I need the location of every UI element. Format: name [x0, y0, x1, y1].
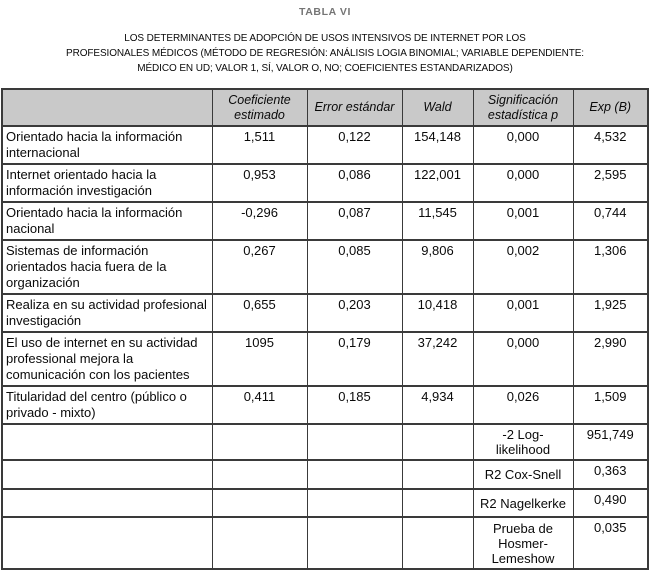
value-cell: 1,511 [212, 126, 307, 164]
caption-line-1: LOS DETERMINANTES DE ADOPCIÓN DE USOS INTENSIVOS DE INTERNET POR LOS [124, 33, 526, 44]
empty-cell [402, 517, 473, 569]
value-cell: 0,744 [573, 202, 648, 240]
value-cell: 2,990 [573, 332, 648, 386]
summary-value: 0,363 [573, 460, 648, 489]
value-cell: 0,179 [307, 332, 402, 386]
summary-label: R2 Cox-Snell [473, 460, 573, 489]
empty-cell [2, 517, 212, 569]
empty-cell [307, 517, 402, 569]
row-label: Orientado hacia la información nacional [2, 202, 212, 240]
row-label: Sistemas de información orientados hacia fuera de la organización [2, 240, 212, 294]
summary-label: R2 Nagelkerke [473, 489, 573, 517]
empty-cell [212, 517, 307, 569]
value-cell: 0,001 [473, 294, 573, 332]
summary-value: 0,490 [573, 489, 648, 517]
summary-value: 0,035 [573, 517, 648, 569]
value-cell: 0,122 [307, 126, 402, 164]
header-cell-exp-b: Exp (B) [573, 89, 648, 126]
value-cell: 0,087 [307, 202, 402, 240]
table-number-title: TABLA VI [298, 6, 352, 18]
summary-row [2, 489, 648, 517]
value-cell: 0,001 [473, 202, 573, 240]
table-row [2, 240, 648, 294]
row-label: Realiza en su actividad profesional investigación [2, 294, 212, 332]
header-cell-variable [2, 89, 212, 126]
value-cell: 10,418 [402, 294, 473, 332]
summary-row [2, 460, 648, 489]
summary-label: Prueba de Hosmer-Lemeshow [473, 517, 573, 569]
row-label: Orientado hacia la información internacional [2, 126, 212, 164]
table-row [2, 164, 648, 202]
empty-cell [212, 424, 307, 460]
empty-cell [402, 424, 473, 460]
table-row [2, 294, 648, 332]
value-cell: 1095 [212, 332, 307, 386]
empty-cell [307, 460, 402, 489]
empty-cell [402, 489, 473, 517]
empty-cell [307, 424, 402, 460]
table-row [2, 332, 648, 386]
value-cell: 0,203 [307, 294, 402, 332]
caption-line-2: PROFESIONALES MÉDICOS (MÉTODO DE REGRESIÓN: ANÁLISIS LOGIA BINOMIAL; VARIABLE DEPENDIENTE: [66, 48, 584, 59]
row-label: Internet orientado hacia la información investigación [2, 164, 212, 202]
value-cell: 11,545 [402, 202, 473, 240]
summary-row [2, 517, 648, 569]
table-body [2, 126, 648, 569]
value-cell: 0,655 [212, 294, 307, 332]
value-cell: 0,000 [473, 164, 573, 202]
value-cell: -0,296 [212, 202, 307, 240]
empty-cell [402, 460, 473, 489]
empty-cell [307, 489, 402, 517]
value-cell: 9,806 [402, 240, 473, 294]
table-row [2, 386, 648, 424]
value-cell: 0,085 [307, 240, 402, 294]
value-cell: 0,000 [473, 126, 573, 164]
value-cell: 0,026 [473, 386, 573, 424]
value-cell: 1,306 [573, 240, 648, 294]
summary-label: -2 Log-likelihood [473, 424, 573, 460]
value-cell: 154,148 [402, 126, 473, 164]
header-cell-wald: Wald [402, 89, 473, 126]
empty-cell [2, 424, 212, 460]
row-label: El uso de internet en su actividad professional mejora la comunicación con los pacientes [2, 332, 212, 386]
header-row [2, 89, 648, 126]
empty-cell [212, 460, 307, 489]
value-cell: 1,925 [573, 294, 648, 332]
value-cell: 0,185 [307, 386, 402, 424]
table-row [2, 202, 648, 240]
value-cell: 0,002 [473, 240, 573, 294]
value-cell: 4,934 [402, 386, 473, 424]
value-cell: 0,000 [473, 332, 573, 386]
value-cell: 0,086 [307, 164, 402, 202]
summary-row [2, 424, 648, 460]
value-cell: 122,001 [402, 164, 473, 202]
table-row [2, 126, 648, 164]
value-cell: 1,509 [573, 386, 648, 424]
header-cell-significacion: Significación estadística p [473, 89, 573, 126]
row-label: Titularidad del centro (público o privado - mixto) [2, 386, 212, 424]
value-cell: 0,267 [212, 240, 307, 294]
empty-cell [2, 460, 212, 489]
value-cell: 0,411 [212, 386, 307, 424]
header-cell-error-estandar: Error estándar [307, 89, 402, 126]
caption-line-3: MÉDICO EN UD; VALOR 1, SÍ, VALOR O, NO; COEFICIENTES ESTANDARIZADOS) [137, 63, 513, 74]
value-cell: 2,595 [573, 164, 648, 202]
value-cell: 0,953 [212, 164, 307, 202]
header-cell-coeficiente-estimado: Coeficiente estimado [212, 89, 307, 126]
summary-value: 951,749 [573, 424, 648, 460]
value-cell: 4,532 [573, 126, 648, 164]
value-cell: 37,242 [402, 332, 473, 386]
table-caption [0, 31, 650, 76]
empty-cell [2, 489, 212, 517]
regression-table [1, 88, 649, 570]
empty-cell [212, 489, 307, 517]
